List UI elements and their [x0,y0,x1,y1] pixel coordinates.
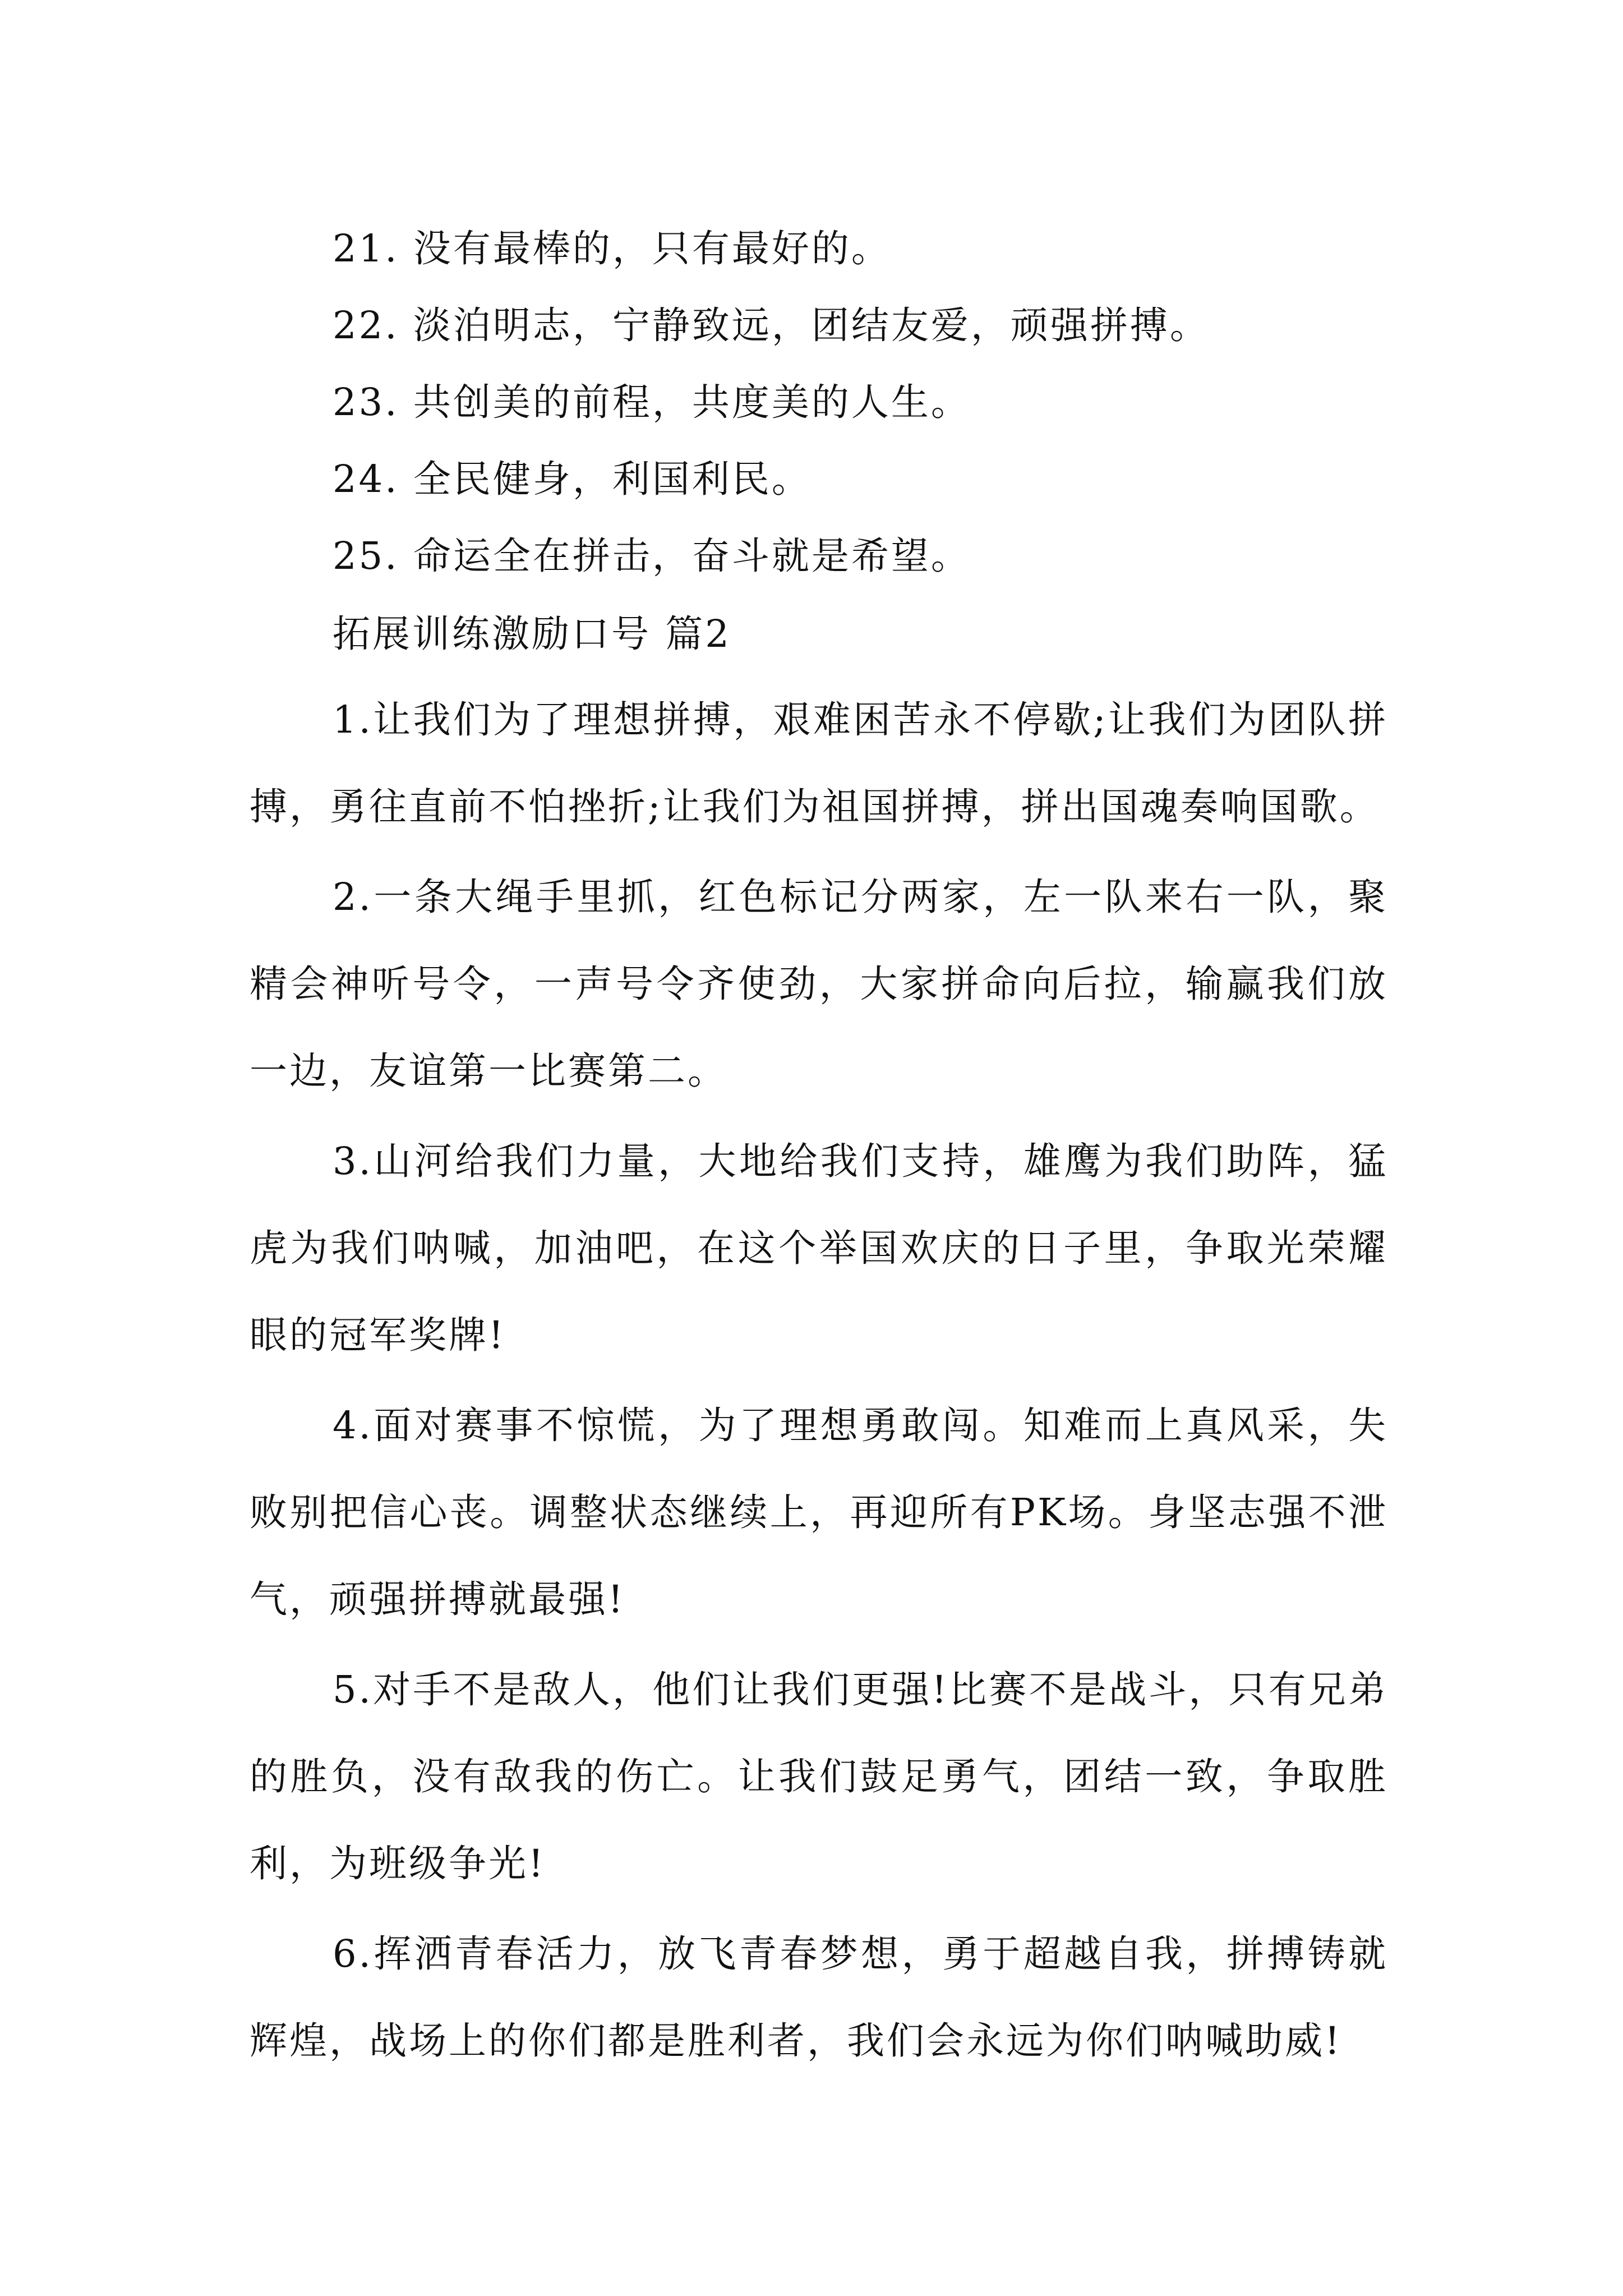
paragraph-4: 4.面对赛事不惊慌，为了理想勇敢闯。知难而上真风采，失败别把信心丧。调整状态继续上，再迎所有PK场。身坚志强不泄气，顽强拼搏就最强! [250,1404,1388,1621]
paragraph-6: 6.挥洒青春活力，放飞青春梦想，勇于超越自我，拼搏铸就辉煌，战场上的你们都是胜利者，我们会永远为你们呐喊助威! [250,1932,1388,2063]
slogan-item-24: 24. 全民健身，利国利民。 [333,457,811,501]
paragraph-3: 3.山河给我们力量，大地给我们支持，雄鹰为我们助阵，猛虎为我们呐喊，加油吧，在这个举国欢庆的日子里，争取光荣耀眼的冠军奖牌! [250,1139,1388,1357]
slogan-item-22: 22. 淡泊明志，宁静致远，团结友爱，顽强拼搏。 [333,303,1210,347]
section-heading: 拓展训练激励口号 篇2 [333,612,731,656]
slogan-item-21: 21. 没有最棒的，只有最好的。 [333,227,891,270]
document-body [250,210,1388,2085]
paragraph-2: 2.一条大绳手里抓，红色标记分两家，左一队来右一队，聚精会神听号令，一声号令齐使劲，大家拼命向后拉，输赢我们放一边，友谊第一比赛第二。 [250,875,1388,1093]
slogan-item-25: 25. 命运全在拼击，奋斗就是希望。 [333,534,971,578]
paragraph-5: 5.对手不是敌人，他们让我们更强!比赛不是战斗，只有兄弟的胜负，没有敌我的伤亡。让我们鼓足勇气，团结一致，争取胜利，为班级争光! [250,1668,1388,1885]
paragraph-1: 1.让我们为了理想拼搏，艰难困苦永不停歇;让我们为团队拼搏，勇往直前不怕挫折;让我们为祖国拼搏，拼出国魂奏响国歌。 [250,698,1388,829]
slogan-item-23: 23. 共创美的前程，共度美的人生。 [333,380,971,424]
